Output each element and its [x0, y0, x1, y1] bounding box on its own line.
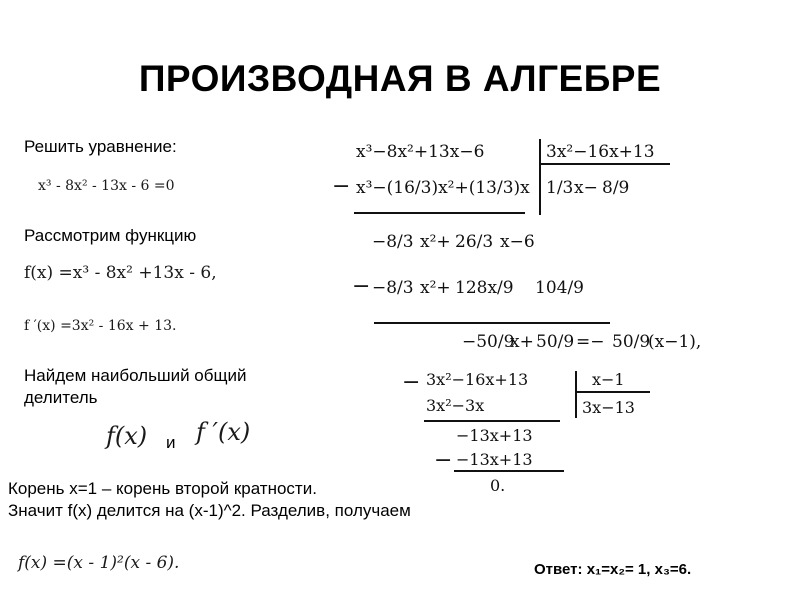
remainder-1-coef: −8/3: [372, 232, 414, 252]
remainder-2-d: =−: [576, 332, 605, 352]
second-subtrahend-2: −13x+13: [456, 450, 533, 469]
second-divisor: x−1: [592, 370, 625, 389]
remainder-2-b: x+: [510, 332, 534, 352]
remainder-2-e: 50/9: [612, 332, 651, 352]
quotient-part-b: x−: [574, 178, 598, 198]
subtrahend-1: x³−(16/3)x²+(13/3)x: [356, 178, 530, 198]
remainder-2-c: 50/9: [536, 332, 575, 352]
subtrahend-2-c2: 128x/9: [455, 278, 514, 298]
remainder-2-a: −50/9: [462, 332, 515, 352]
second-subtrahend: 3x²−3x: [426, 396, 485, 415]
minus-sign-2: −: [352, 274, 371, 299]
derivative-definition: f ′(x) =3x² - 16x + 13.: [24, 318, 177, 334]
function-definition: f(x) =x³ - 8x² +13x - 6,: [24, 263, 217, 283]
quotient-part-c: 8/9: [602, 178, 630, 198]
solve-label: Решить уравнение:: [24, 137, 177, 156]
consider-label: Рассмотрим функцию: [24, 226, 197, 245]
gcd-and: и: [166, 433, 176, 452]
remainder-1-c2: 26/3: [455, 232, 494, 252]
minus-sign-4: −: [434, 448, 453, 473]
second-remainder: −13x+13: [456, 426, 533, 445]
divide-line: Значит f(x) делится на (x-1)^2. Разделив, получаем: [8, 501, 411, 520]
subtrahend-2-coef: −8/3: [372, 278, 414, 298]
remainder-2-f: (x−1),: [648, 332, 702, 352]
quotient-part-a: 1/3: [546, 178, 574, 198]
second-quotient: 3x−13: [582, 398, 635, 417]
answer: Ответ: x₁=x₂= 1, x₃=6.: [534, 561, 692, 578]
factored-form: f(x) =(x - 1)²(x - 6).: [18, 553, 180, 573]
remainder-1-end: x−6: [500, 232, 535, 252]
gcd-label: Найдем наибольший общий делитель: [24, 366, 247, 407]
minus-sign-3: −: [402, 370, 421, 395]
final-remainder: 0.: [490, 476, 506, 495]
minus-sign-1: −: [332, 174, 351, 199]
divisor: 3x²−16x+13: [546, 142, 655, 162]
gcd-fprime: f ′(x): [196, 418, 251, 446]
page-title: ПРОИЗВОДНАЯ В АЛГЕБРЕ: [138, 58, 662, 99]
subtrahend-2-c3: 104/9: [535, 278, 584, 298]
root-line: Корень x=1 – корень второй кратности.: [8, 479, 317, 498]
second-dividend: 3x²−16x+13: [426, 370, 529, 389]
gcd-f: f(x): [106, 422, 148, 450]
long-division-figure: [330, 135, 730, 500]
dividend: x³−8x²+13x−6: [356, 142, 485, 162]
subtrahend-2-rest: x²+: [420, 278, 451, 298]
equation: x³ - 8x² - 13x - 6 =0: [38, 178, 175, 194]
remainder-1-rest: x²+: [420, 232, 451, 252]
